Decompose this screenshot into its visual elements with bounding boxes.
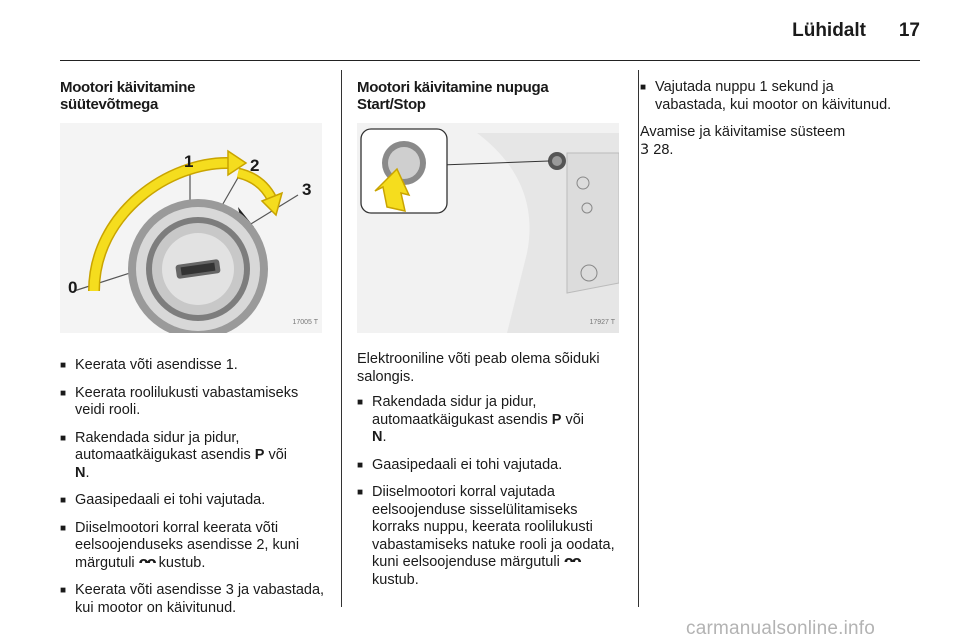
list-item: ■ Rakendada sidur ja pidur, automaatkäigukast asendis P või N. [357,394,622,447]
key-position-0: 0 [68,278,78,297]
column-divider-2 [638,70,639,607]
key-position-2: 2 [250,156,260,175]
gear-p: P [254,447,265,463]
ignition-lock-figure [60,123,322,333]
page-reference-link[interactable]: 3 28. [640,141,674,158]
page-number: 17 [898,20,920,41]
list-item: ■ Gaasipedaali ei tohi vajutada. [357,457,622,475]
start-stop-figure [357,123,619,333]
glow-plug-icon: ᴖᴖ [138,554,155,571]
column-continued [640,79,900,167]
intro-text: Elektrooniline võti peab olema sõiduki salongis. [357,351,600,385]
list-item: ■ Diiselmootori korral vajutada eelsoojenduse sisselülitamiseks korraks nuppu, keerata roolilukusti vabastamiseks natuke rooli ja oodata, kuni eelsoojenduse märgutuli ᴖᴖ kustub. [357,484,622,589]
figure-code: 17005 T [292,318,318,326]
continued-steps-list [640,79,900,114]
section-heading-start-stop: Mootori käivitamine nupuga Start/Stop [357,79,549,113]
start-stop-steps-list [357,394,622,589]
start-stop-button-icon [357,123,619,333]
column-ignition-key [60,79,332,627]
gear-p: P [551,411,562,428]
section-heading-ignition-key: Mootori käivitamine süütevõtmega [60,79,196,113]
cross-reference: Avamise ja käivitamise süsteem 3 28. [640,124,846,158]
gear-n: N [75,464,86,481]
list-item: ■ Keerata võti asendisse 3 ja vabastada, kui mootor on käivitunud. [60,582,332,617]
header-divider [60,60,920,61]
list-item: ■ Keerata võti asendisse 1. [60,357,332,375]
list-item: ■ Rakendada sidur ja pidur, automaatkäigukast asendis P või N. [60,430,332,483]
list-item: ■ Diiselmootori korral keerata võti eelsoojenduseks asendisse 2, kuni märgutuli ᴖᴖ kustub. [60,520,332,573]
section-title: Lühidalt [792,20,866,41]
reference-arrow-icon: 3 [640,141,650,158]
ignition-steps-list [60,357,332,617]
list-item: ■ Gaasipedaali ei tohi vajutada. [60,492,332,510]
column-start-stop [357,79,622,599]
watermark: carmanualsonline.info [686,618,876,639]
gear-n: N [372,429,383,445]
key-position-1: 1 [184,152,194,171]
key-position-3: 3 [302,180,312,199]
list-item: ■ Vajutada nuppu 1 sekund ja vabastada, kui mootor on käivitunud. [640,79,900,114]
figure-code: 17927 T [589,318,615,326]
column-divider-1 [341,70,342,607]
glow-plug-icon: ᴖᴖ [563,554,580,570]
list-item: ■ Keerata roolilukusti vabastamiseks veidi rooli. [60,385,332,420]
